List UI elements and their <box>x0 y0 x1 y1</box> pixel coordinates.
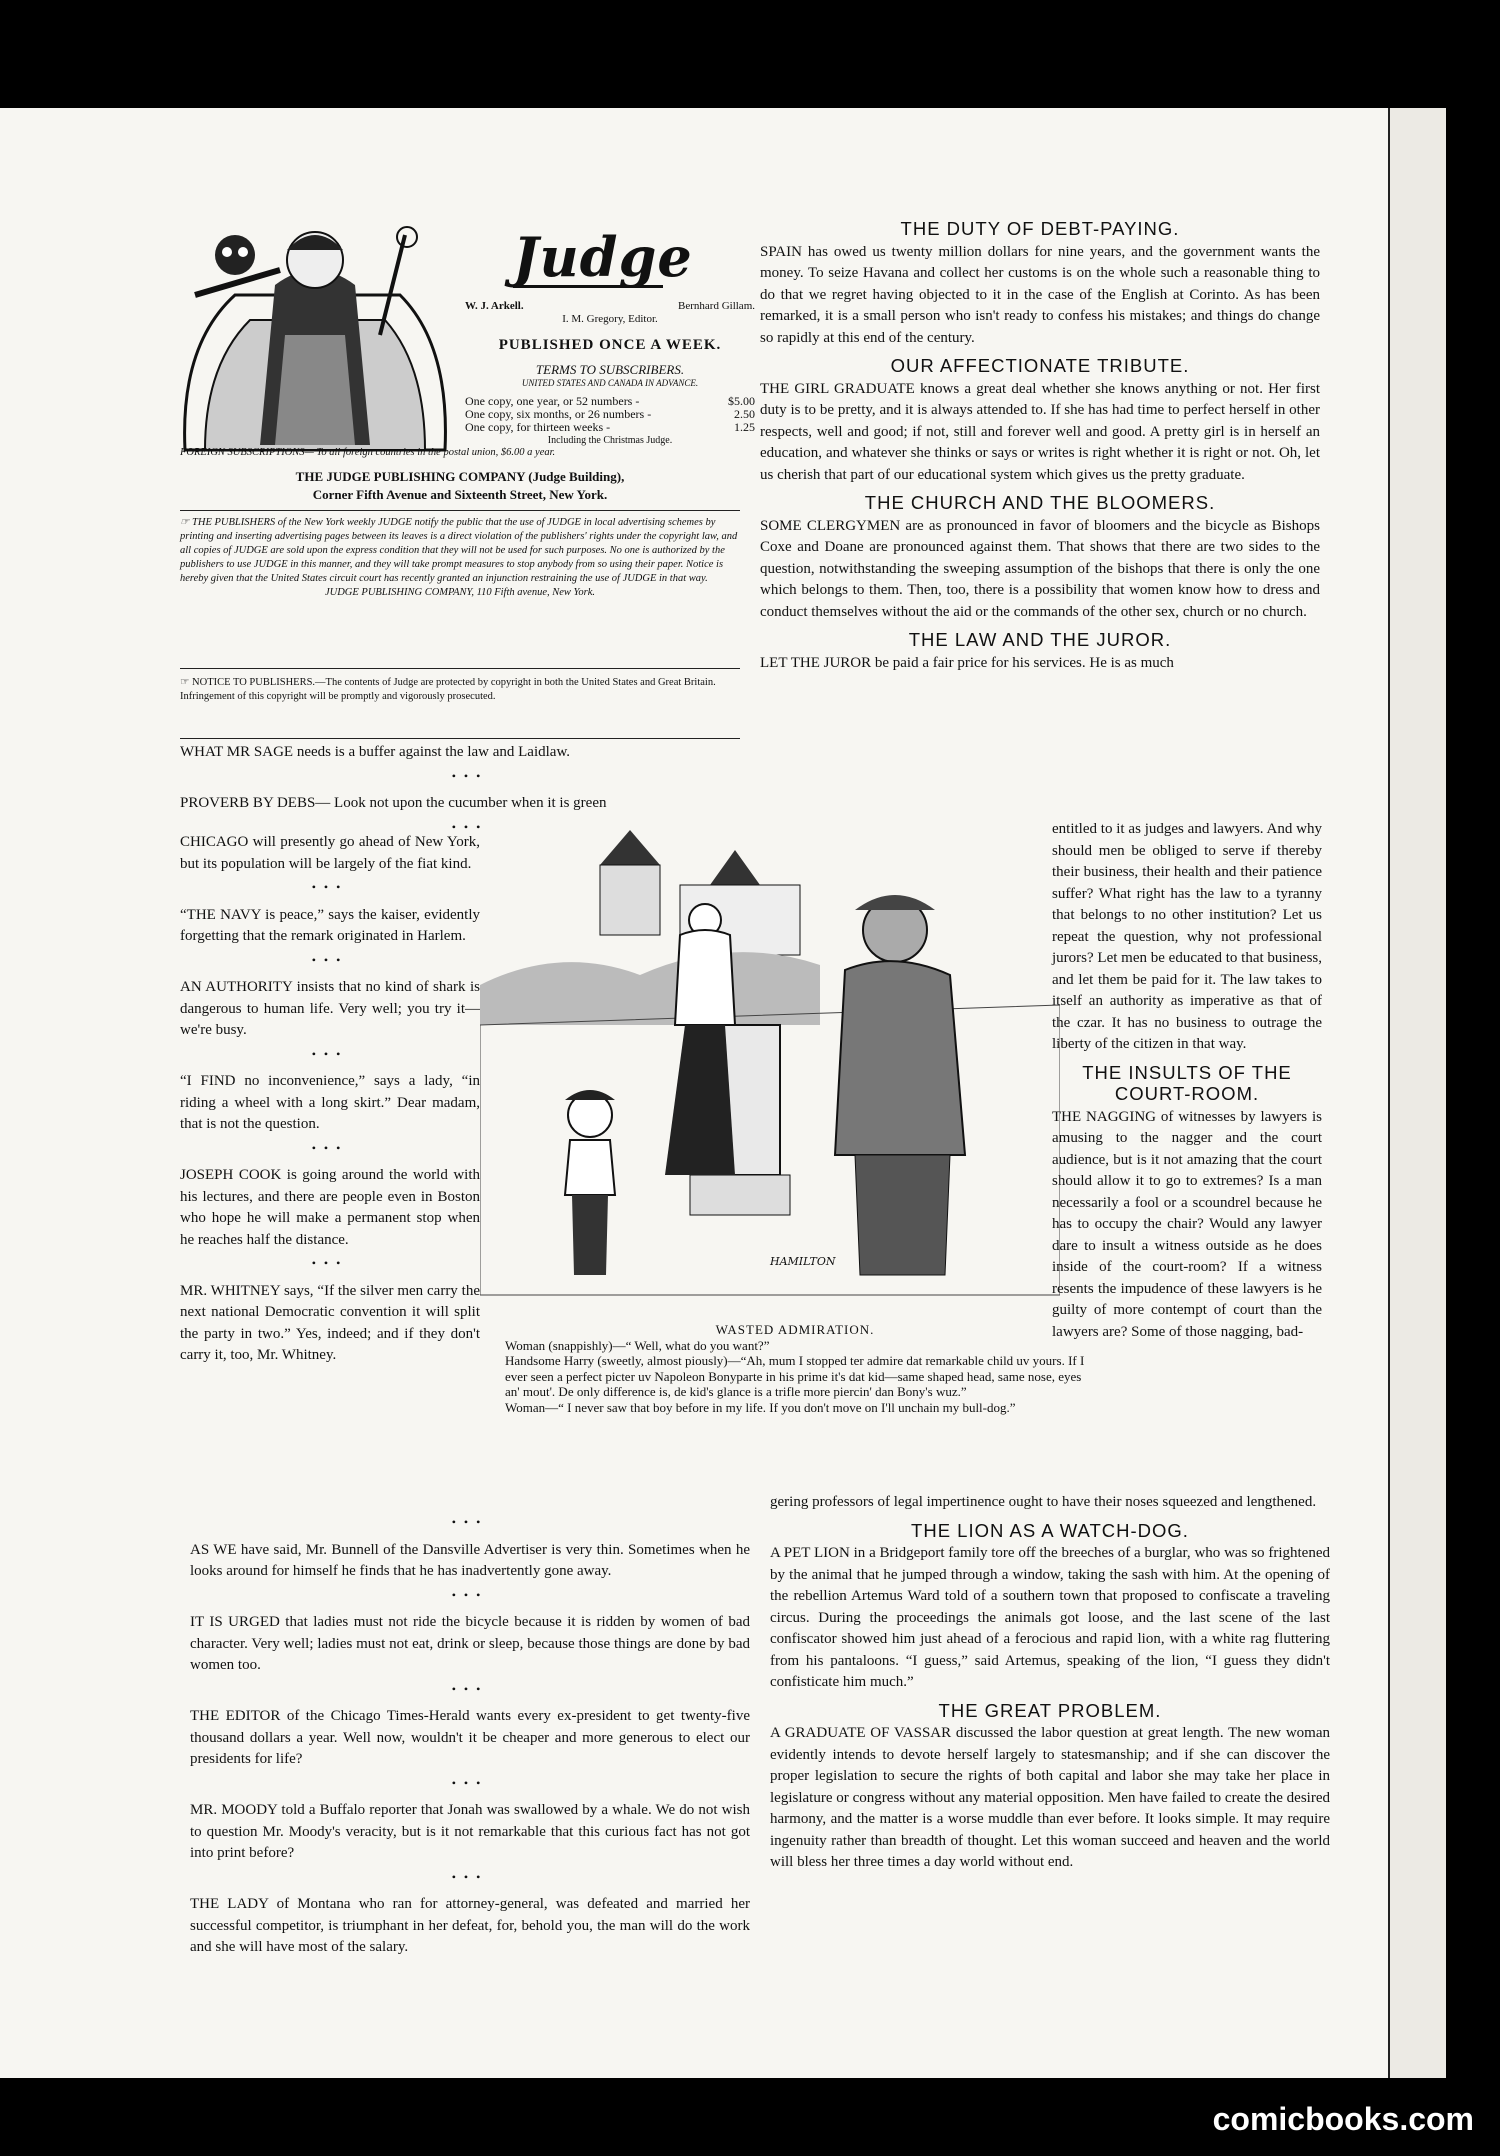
cartoon-drawing <box>480 825 1060 1325</box>
para-find: “I FIND no inconvenience,” says a lady, “in riding a wheel with a long skirt.” Dear madam, that is not the question. <box>180 1073 480 1132</box>
separator-dots: ••• <box>311 1256 349 1270</box>
credits <box>465 300 755 326</box>
heading-church: THE CHURCH AND THE BLOOMERS. <box>864 492 1216 513</box>
para-authority: AN AUTHORITY insists that no kind of shark is dangerous to human life. Very well; you try it— we're busy. <box>180 979 480 1038</box>
separator-dots: ••• <box>451 1681 489 1696</box>
para-insults: THE NAGGING of witnesses by lawyers is amusing to the nagger and the court audience, but is it not amazing that the court should allow it to go to extremes? Is a man necessarily a fool or a scoundrel because he has to occupy the chair? Would any lawyer dare to insult a witness outside as he does inside of the court-room? If a witness resents the impudence of these lawyers is he guilty of more contempt of court than the lawyers are? Some of those nagging, bad- <box>1052 1108 1322 1340</box>
rates <box>465 395 755 447</box>
rate-price: $5.00 <box>728 394 755 408</box>
rate-label: One copy, for thirteen weeks - <box>465 420 611 434</box>
page-edge <box>1388 108 1450 2078</box>
cartoon-illustration <box>480 825 1060 1325</box>
separator-dots: ••• <box>451 1587 489 1602</box>
para-lion: A PET LION in a Bridgeport family tore off the breeches of a burglar, who was so frightened by the animal that he jumped through a window, taking the sash with him. At the opening of the rebellion Artemus Ward told of a southern town that proposed to confiscate a traveling circus. During the proceedings the animals got loose, and the last scene of the last confiscator showed him just ahead of a ferocious and rapid lion, with a white rag fluttering from his pantaloons. “I guess,” said Artemus, speaking of the lion, “I guess they didn't confisticate him much.” <box>770 1545 1330 1690</box>
judge-mascot-illustration <box>175 215 455 455</box>
notice2-text: NOTICE TO PUBLISHERS.—The contents of Judge are protected by copyright in both the United States and Great Britain. Infringement of this copyright will be promptly and vigorously prosecuted. <box>180 677 716 702</box>
caption-line1: Woman (snappishly)—“ Well, what do you want?” <box>505 1337 770 1353</box>
separator-dots: ••• <box>311 952 349 967</box>
para-juror-rest: entitled to it as judges and lawyers. And why should men be obliged to serve if thereby their business, their health and their patience suffer? What right has the law to a tyranny that belongs to no other institution? Let us repeat the question, why not professional jurors? Let men be educated to that business, and let them be paid for it. The law takes to itself an authority as imperative as that of the czar. It has no business to outrage the liberty of the citizen in that way. <box>1052 821 1322 1052</box>
separator-dots: ••• <box>311 1046 349 1061</box>
para-debt: SPAIN has owed us twenty million dollars for nine years, and the government wants the money. To seize Havana and collect her customs is on the whole such a reasonable thing to do that we regret having objected to it in the case of the English at Corinto. As has been remarked, it is a small person who isn't ready to confess his mistakes; and things do change so rapidly at this end of the century. <box>760 243 1320 346</box>
right-bottom-column <box>770 1492 1330 1874</box>
separator-dots: ••• <box>451 1775 489 1790</box>
caption-line3: Woman—“ I never saw that boy before in my life. If you don't move on I'll unchain my bull-dog.” <box>505 1399 1016 1415</box>
pointing-hand-icon: ☞ <box>180 677 193 688</box>
para-chicago: CHICAGO will presently go ahead of New York, but its population will be largely of the fiat kind. <box>180 834 480 872</box>
para-juror-start: LET THE JUROR be paid a fair price for his services. He is as much <box>760 654 1174 671</box>
rate-price: 1.25 <box>734 420 755 434</box>
heading-debt: THE DUTY OF DEBT-PAYING. <box>900 218 1180 239</box>
right-top-column <box>760 212 1320 674</box>
rate-label: One copy, six months, or 26 numbers - <box>465 407 652 421</box>
foreign-subscriptions: FOREIGN SUBSCRIPTIONS— To all foreign countries in the postal union, $6.00 a year. <box>180 447 556 458</box>
pointing-hand-icon: ☞ <box>180 517 193 528</box>
rate-label: One copy, one year, or 52 numbers - <box>465 394 640 408</box>
para-problem: A GRADUATE OF VASSAR discussed the labor question at great length. The new woman evidently intends to devote herself largely to statesmanship; and if she can discover the proper legislation to secure the rights of both capital and labor she may take her place in legislature or congress without any material opposition. Men have failed to create the desired harmony, and the matter is a worse muddle than ever before. It looks simple. It may require ingenuity rather than breadth of thought. Let this woman succeed and heaven and the world will bless her three times a day world without end. <box>770 1725 1330 1870</box>
rule <box>180 668 740 669</box>
heading-tribute: OUR AFFECTIONATE TRIBUTE. <box>890 355 1190 376</box>
masthead <box>175 205 755 505</box>
heading-juror: THE LAW AND THE JUROR. <box>908 629 1172 650</box>
para-navy: “THE NAVY is peace,” says the kaiser, evidently forgetting that the remark originated in Harlem. <box>180 906 480 944</box>
rate-price: 2.50 <box>734 407 755 421</box>
para-sage: WHAT MR SAGE needs is a buffer against the law and Laidlaw. <box>180 744 571 760</box>
publisher-block <box>180 468 740 504</box>
cartoon-caption <box>505 1322 1085 1415</box>
para-urged: IT IS URGED that ladies must not ride the bicycle because it is ridden by women of bad character. Very well; ladies must not eat, drink or sleep, because those things are done by bad women too. <box>190 1614 750 1673</box>
region-label: UNITED STATES AND CANADA IN ADVANCE. <box>521 378 699 388</box>
company-name: THE JUDGE PUBLISHING COMPANY (Judge Building), <box>295 469 625 484</box>
para-editor: THE EDITOR of the Chicago Times-Herald wants every ex-president to get twenty-five thousand dollars a year. Well now, wouldn't it be cheaper and more generous to elect our presidents for life? <box>190 1708 750 1767</box>
para-bunnell: AS WE have said, Mr. Bunnell of the Dansville Advertiser is very thin. Sometimes when he looks around for himself he finds that he has inadvertently gone away. <box>190 1541 750 1579</box>
separator-dots: ••• <box>311 1140 349 1155</box>
watermark: comicbooks.com <box>1212 2101 1474 2137</box>
company-address: Corner Fifth Avenue and Sixteenth Street, New York. <box>312 487 608 502</box>
rule <box>180 738 740 739</box>
notice-text: THE PUBLISHERS of the New York weekly JUDGE notify the public that the use of JUDGE in local advertising schemes by printing and inserting advertising pages between its leaves is a direct violation of the publishers' rights under the copyright law, and all copies of JUDGE are sold upon the express condition that they will not be used for such purposes. No one is authorized by the publishers to use JUDGE in this manner, and they will take prompt measures to stop anybody from so using their paper. Notice is hereby given that the United States circuit court has recently granted an injunction restraining the use of JUDGE in that way. <box>180 517 738 584</box>
rule <box>180 510 740 511</box>
notice-to-publishers <box>180 676 740 704</box>
para-tribute: THE GIRL GRADUATE knows a great deal whether she knows anything or not. Her first duty is to be pretty, and it is always attended to. If she has had time to perfect herself in other respects, well and good; if not, still and forever well and good. A pretty girl is in herself an education, and whatever she thinks or says or writes is right whether it is right or not. Oh, let us cherish that part of our educational system which gives us the pretty graduate. <box>760 380 1320 483</box>
heading-insults: THE INSULTS OF THE COURT-ROOM. <box>1082 1061 1292 1104</box>
terms-heading <box>465 362 755 388</box>
left-bottom-paragraphs <box>190 1510 750 1959</box>
heading-problem: THE GREAT PROBLEM. <box>938 1699 1162 1721</box>
separator-dots: ••• <box>451 768 489 783</box>
para-insults-end: gering professors of legal impertinence ought to have their noses squeezed and lengthened. <box>770 1494 1317 1510</box>
side-bar <box>1446 108 1500 2078</box>
credit-editor: I. M. Gregory, Editor. <box>562 313 658 325</box>
published-once: PUBLISHED ONCE A WEEK. <box>498 337 722 353</box>
heading-lion: THE LION AS A WATCH-DOG. <box>911 1519 1189 1541</box>
including-note: Including the Christmas Judge. <box>547 435 673 446</box>
para-moody: MR. MOODY told a Buffalo reporter that Jonah was swallowed by a whale. We do not wish to question Mr. Moody's veracity, but is it not remarkable that this curious fact has not got into print before? <box>190 1802 750 1861</box>
left-narrow-column <box>180 832 480 1367</box>
separator-dots: ••• <box>451 819 489 834</box>
para-church: SOME CLERGYMEN are as pronounced in favor of bloomers and the bicycle as Bishops Coxe and Doane are pronounced against them. That shows that there are two sides to the question, notwithstanding the sweeping assumption of the bishops that there is only the one which belongs to them. Then, too, there is a possibility that women know how to dress and conduct themselves without the aid or the commands of the other sex, church or no church. <box>760 517 1320 620</box>
publishers-notice <box>180 516 740 600</box>
credit-right: Bernhard Gillam. <box>678 300 755 312</box>
illustrator-signature: HAMILTON <box>770 1255 836 1268</box>
caption-line2: Handsome Harry (sweetly, almost piously)—“Ah, mum I stopped ter admire dat remarkable child uv yours. If I ever seen a perfect picter uv Napoleon Bonyparte in his prime it's dat kid—same shaped head, same nose, eyes an' mout'. De only difference is, de kid's glance is a trifle more piercin' dan Bony's wuz.” <box>505 1353 1085 1399</box>
terms-label: TERMS TO SUBSCRIBERS. <box>535 362 685 377</box>
para-whitney: MR. WHITNEY says, “If the silver men carry the next national Democratic convention it will split the party in two.” Yes, indeed; and if they don't carry it, too, Mr. Whitney. <box>180 1282 480 1363</box>
caption-title: WASTED ADMIRATION. <box>715 1322 875 1337</box>
right-narrow-column <box>1052 819 1322 1343</box>
separator-dots: ••• <box>451 1869 489 1884</box>
rate-row <box>465 421 755 434</box>
separator-dots: ••• <box>311 880 349 894</box>
notice-signature: JUDGE PUBLISHING COMPANY, 110 Fifth avenue, New York. <box>324 587 596 598</box>
credit-left: W. J. Arkell. <box>465 300 524 312</box>
para-lady: THE LADY of Montana who ran for attorney-general, was defeated and married her successful competitor, is triumphant in her defeat, for, behold you, the man will do the work and she will have most of the salary. <box>190 1896 750 1955</box>
judge-logo: Judge <box>513 225 693 289</box>
separator-dots: ••• <box>451 1515 489 1529</box>
para-cook: JOSEPH COOK is going around the world with his lectures, and there are people even in Boston who hope he will make a permanent stop when he reaches half the distance. <box>180 1167 480 1248</box>
para-debs: PROVERB BY DEBS— Look not upon the cucumber when it is green <box>180 795 607 811</box>
